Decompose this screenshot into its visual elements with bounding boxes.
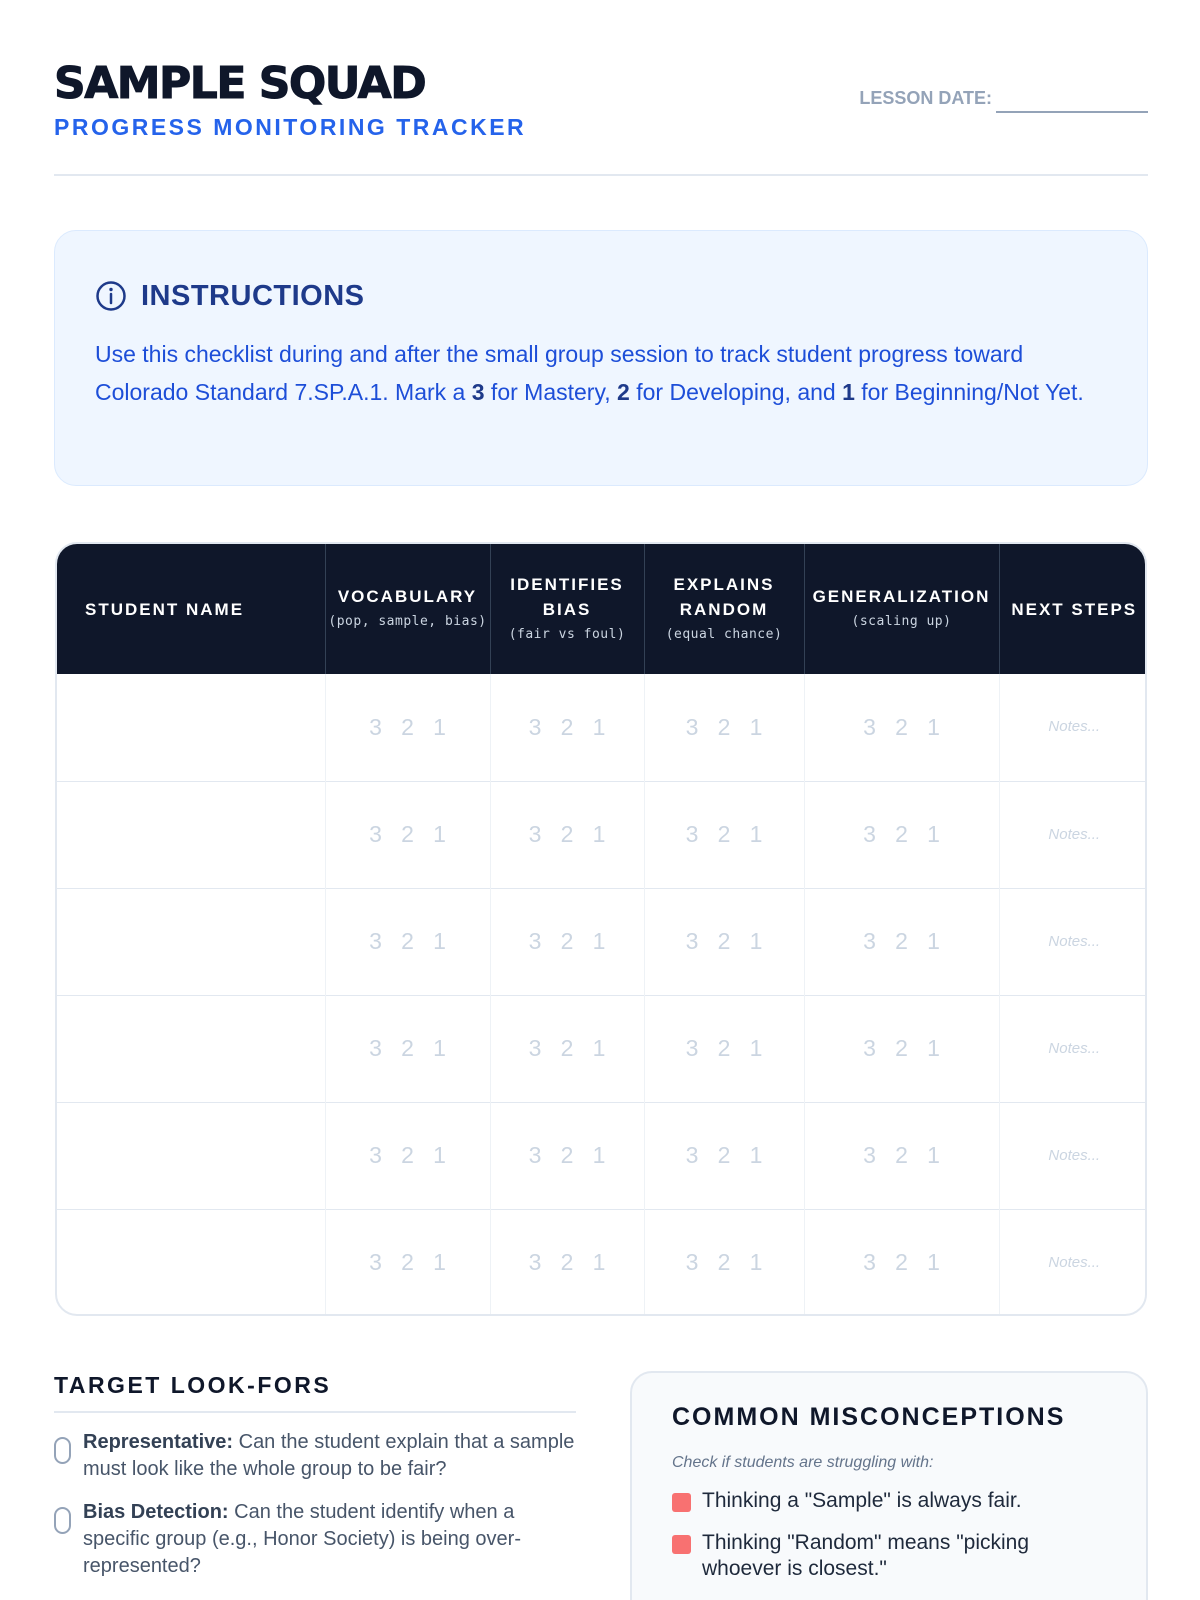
next-steps-notes-cell[interactable] <box>999 1209 1147 1316</box>
next-steps-notes-cell[interactable] <box>999 995 1147 1102</box>
score-option[interactable]: 1 <box>749 1249 763 1276</box>
score-option[interactable]: 3 <box>369 1035 382 1061</box>
score-option[interactable]: 1 <box>433 1249 446 1276</box>
vocabulary-score-cell <box>325 674 490 781</box>
explains-random-score-cell <box>644 1209 804 1316</box>
score-option[interactable]: 1 <box>592 821 606 847</box>
identifies-bias-score-cell <box>490 781 644 888</box>
score-option[interactable]: 3 <box>369 713 382 740</box>
checkbox[interactable] <box>54 1437 71 1464</box>
student-name-cell[interactable] <box>57 1209 325 1316</box>
look-for-item: Representative: Can the student explain that a sample must look like the whole group to be fair? <box>54 1429 576 1483</box>
score-option[interactable]: 2 <box>560 1035 574 1061</box>
misconception-checkbox[interactable] <box>672 1493 691 1512</box>
score-option[interactable]: 1 <box>749 928 763 954</box>
notes-placeholder: Notes... <box>1048 1253 1101 1271</box>
score-option[interactable]: 2 <box>401 821 414 847</box>
score-option[interactable]: 1 <box>927 1249 940 1276</box>
table-row <box>57 1209 1147 1316</box>
score-option[interactable]: 1 <box>927 928 940 954</box>
identifies-bias-score-cell <box>490 674 644 781</box>
notes-placeholder: Notes... <box>1048 1146 1101 1164</box>
column-header-student-name: STUDENT NAME <box>85 599 245 619</box>
instructions-title: INSTRUCTIONS <box>141 279 365 312</box>
instructions-text: Use this checklist during and after the small group session to track student progress toward Colorado Standard 7.SP.A.1. Mark a 3 for Mastery, 2 for Developing, and 1 for Beginning/Not Yet. <box>95 341 1084 405</box>
table-row <box>57 781 1147 888</box>
score-option[interactable]: 2 <box>895 821 908 847</box>
score-option[interactable]: 2 <box>401 713 414 740</box>
next-steps-notes-cell[interactable] <box>999 781 1147 888</box>
student-name-cell[interactable] <box>57 781 325 888</box>
identifies-bias-score-cell <box>490 1209 644 1316</box>
student-name-cell[interactable] <box>57 1102 325 1209</box>
score-option[interactable]: 3 <box>528 1035 542 1061</box>
score-option[interactable]: 2 <box>895 928 908 954</box>
lesson-date-label: LESSON DATE: <box>859 88 992 108</box>
score-option[interactable]: 3 <box>528 1142 542 1168</box>
score-option[interactable]: 3 <box>528 821 542 847</box>
score-option[interactable]: 1 <box>592 1249 606 1276</box>
score-option[interactable]: 2 <box>560 928 574 954</box>
score-option[interactable]: 1 <box>592 1035 606 1061</box>
score-option[interactable]: 2 <box>401 1035 414 1061</box>
notes-placeholder: Notes... <box>1048 718 1101 736</box>
misconception-item: Thinking "Random" means "picking whoever is closest." <box>672 1530 1106 1582</box>
page-title: SAMPLE SQUAD <box>54 58 426 109</box>
score-option[interactable]: 1 <box>433 821 446 847</box>
score-option[interactable]: 1 <box>927 821 940 847</box>
generalization-score-cell <box>804 1209 999 1316</box>
score-option[interactable]: 3 <box>863 928 876 954</box>
score-option[interactable]: 3 <box>369 1142 382 1168</box>
identifies-bias-score-cell <box>490 995 644 1102</box>
next-steps-notes-cell[interactable] <box>999 888 1147 995</box>
lesson-date-field[interactable] <box>859 88 1148 113</box>
info-icon <box>95 280 127 312</box>
misconception-item: Thinking a "Sample" is always fair. <box>672 1488 1106 1514</box>
progress-tracker-table <box>55 542 1147 1316</box>
score-option[interactable]: 1 <box>749 821 763 847</box>
score-option[interactable]: 2 <box>895 1249 908 1276</box>
explains-random-score-cell <box>644 888 804 995</box>
vocabulary-score-cell <box>325 1209 490 1316</box>
score-option[interactable]: 3 <box>863 1142 876 1168</box>
score-option[interactable]: 1 <box>749 713 763 740</box>
score-option[interactable]: 1 <box>433 713 446 740</box>
score-option[interactable]: 2 <box>717 1249 731 1276</box>
score-option[interactable]: 1 <box>927 1142 940 1168</box>
score-option[interactable]: 1 <box>433 928 446 954</box>
score-option[interactable]: 3 <box>685 713 699 740</box>
page-subtitle: PROGRESS MONITORING TRACKER <box>54 114 527 140</box>
explains-random-score-cell <box>644 995 804 1102</box>
student-name-cell[interactable] <box>57 995 325 1102</box>
misconceptions-title: COMMON MISCONCEPTIONS <box>672 1403 1066 1431</box>
score-option[interactable]: 3 <box>528 1249 542 1276</box>
misconception-checkbox[interactable] <box>672 1535 691 1554</box>
column-header-generalization: GENERALIZATION (scaling up) <box>804 544 999 674</box>
score-option[interactable]: 2 <box>560 1249 574 1276</box>
score-option[interactable]: 3 <box>369 1249 382 1276</box>
score-option[interactable]: 2 <box>560 821 574 847</box>
explains-random-score-cell <box>644 781 804 888</box>
score-option[interactable]: 1 <box>433 1035 446 1061</box>
score-option[interactable]: 3 <box>369 821 382 847</box>
score-option[interactable]: 2 <box>401 1142 414 1168</box>
page-header <box>54 56 1148 176</box>
next-steps-notes-cell[interactable] <box>999 1102 1147 1209</box>
checkbox[interactable] <box>54 1507 71 1534</box>
score-option[interactable]: 2 <box>895 1035 908 1061</box>
score-option[interactable]: 3 <box>685 1142 699 1168</box>
score-option[interactable]: 3 <box>528 928 542 954</box>
table-header-row <box>57 544 1147 674</box>
score-option[interactable]: 1 <box>749 1035 763 1061</box>
score-option[interactable]: 3 <box>528 713 542 740</box>
column-header-explains-random: EXPLAINS RANDOM (equal chance) <box>644 544 804 674</box>
identifies-bias-score-cell <box>490 888 644 995</box>
score-option[interactable]: 2 <box>717 713 731 740</box>
look-fors-title: TARGET LOOK-FORS <box>54 1372 576 1413</box>
score-option[interactable]: 2 <box>895 1142 908 1168</box>
misconceptions-subtitle: Check if students are struggling with: <box>672 1454 934 1471</box>
common-misconceptions-panel <box>630 1371 1148 1600</box>
table-row <box>57 888 1147 995</box>
column-header-identifies-bias: IDENTIFIES BIAS (fair vs foul) <box>490 544 644 674</box>
score-option[interactable]: 1 <box>592 713 606 740</box>
table-row <box>57 1102 1147 1209</box>
instructions-panel <box>54 230 1148 486</box>
vocabulary-score-cell <box>325 995 490 1102</box>
generalization-score-cell <box>804 995 999 1102</box>
score-option[interactable]: 3 <box>685 1035 699 1061</box>
score-option[interactable]: 1 <box>927 1035 940 1061</box>
score-option[interactable]: 2 <box>717 821 731 847</box>
notes-placeholder: Notes... <box>1048 825 1101 843</box>
score-option[interactable]: 1 <box>749 1142 763 1168</box>
notes-placeholder: Notes... <box>1048 932 1101 950</box>
score-option[interactable]: 3 <box>863 713 876 740</box>
notes-placeholder: Notes... <box>1048 1039 1101 1057</box>
student-name-cell[interactable] <box>57 674 325 781</box>
next-steps-notes-cell[interactable] <box>999 674 1147 781</box>
score-option[interactable]: 2 <box>717 1035 731 1061</box>
score-option[interactable]: 3 <box>863 821 876 847</box>
generalization-score-cell <box>804 888 999 995</box>
score-option[interactable]: 2 <box>401 928 414 954</box>
target-look-fors <box>54 1372 576 1580</box>
lesson-date-line[interactable] <box>996 90 1148 113</box>
column-header-next-steps: NEXT STEPS <box>999 544 1147 674</box>
score-option[interactable]: 3 <box>863 1035 876 1061</box>
identifies-bias-score-cell <box>490 1102 644 1209</box>
student-name-cell[interactable] <box>57 888 325 995</box>
score-option[interactable]: 2 <box>401 1249 414 1276</box>
score-option[interactable]: 1 <box>433 1142 446 1168</box>
score-option[interactable]: 1 <box>592 1142 606 1168</box>
look-for-item: Bias Detection: Can the student identify when a specific group (e.g., Honor Society) is being over-represented? <box>54 1499 576 1580</box>
generalization-score-cell <box>804 1102 999 1209</box>
score-option[interactable]: 3 <box>863 1249 876 1276</box>
table-row <box>57 674 1147 781</box>
vocabulary-score-cell <box>325 888 490 995</box>
score-option[interactable]: 2 <box>717 928 731 954</box>
column-header-vocabulary: VOCABULARY (pop, sample, bias) <box>325 544 490 674</box>
score-option[interactable]: 1 <box>927 713 940 740</box>
score-option[interactable]: 3 <box>685 1249 699 1276</box>
score-option[interactable]: 1 <box>592 928 606 954</box>
explains-random-score-cell <box>644 674 804 781</box>
score-option[interactable]: 2 <box>895 713 908 740</box>
score-option[interactable]: 2 <box>560 713 574 740</box>
generalization-score-cell <box>804 674 999 781</box>
vocabulary-score-cell <box>325 1102 490 1209</box>
score-option[interactable]: 3 <box>685 928 699 954</box>
score-option[interactable]: 3 <box>369 928 382 954</box>
explains-random-score-cell <box>644 1102 804 1209</box>
score-option[interactable]: 3 <box>685 821 699 847</box>
vocabulary-score-cell <box>325 781 490 888</box>
generalization-score-cell <box>804 781 999 888</box>
table-row <box>57 995 1147 1102</box>
score-option[interactable]: 2 <box>717 1142 731 1168</box>
score-option[interactable]: 2 <box>560 1142 574 1168</box>
